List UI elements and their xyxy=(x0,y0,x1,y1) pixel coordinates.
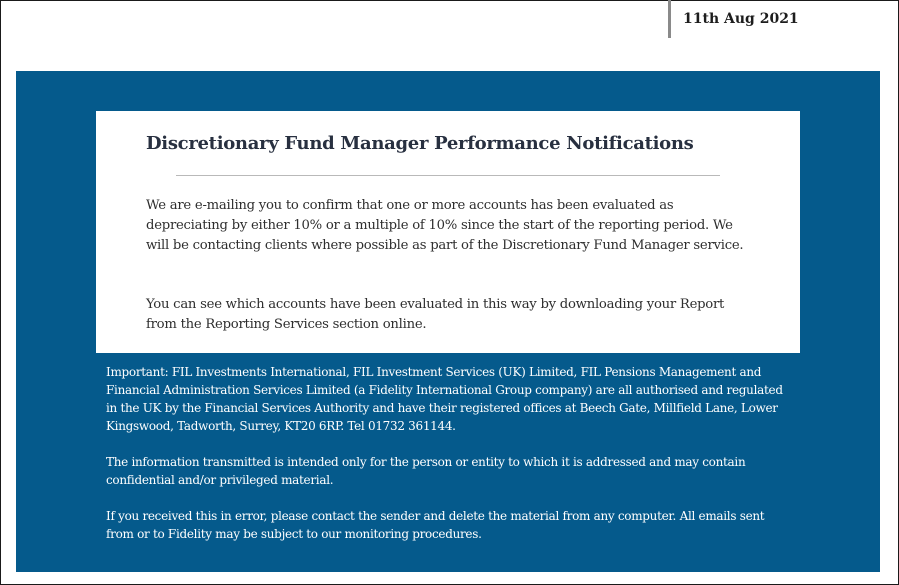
date-header xyxy=(668,0,898,38)
legal-error-notice: If you received this in error, please contact the sender and delete the material from any computer. All emails sent from or to Fidelity may be subject to our monitoring procedures. xyxy=(106,509,765,541)
notice-card xyxy=(96,111,800,353)
notice-paragraph-report: You can see which accounts have been evaluated in this way by downloading your Report from the Reporting Services section online. xyxy=(146,297,725,332)
notice-title: Discretionary Fund Manager Performance Notifications xyxy=(146,133,694,154)
legal-confidentiality-notice: The information transmitted is intended only for the person or entity to which it is addressed and may contain confidential and/or privileged material. xyxy=(106,455,746,487)
title-divider xyxy=(176,175,720,176)
email-date: 11th Aug 2021 xyxy=(683,11,799,27)
legal-important-notice: Important: FIL Investments International, FIL Investment Services (UK) Limited, FIL Pensions Management and Financial Administration Services Limited (a Fidelity International Group company) are all authorised and regulated in the UK by the Financial Services Authority and have their registered offices at Beech Gate, Millfield Lane, Lower Kingswood, Tadworth, Surrey, KT20 6RP. Tel 01732 361144. xyxy=(106,365,783,433)
notice-paragraph-confirmation: We are e-mailing you to confirm that one or more accounts has been evaluated as depreciating by either 10% or a multiple of 10% since the start of the reporting period. We will be contacting clients where possible as part of the Discretionary Fund Manager service. xyxy=(146,198,744,253)
